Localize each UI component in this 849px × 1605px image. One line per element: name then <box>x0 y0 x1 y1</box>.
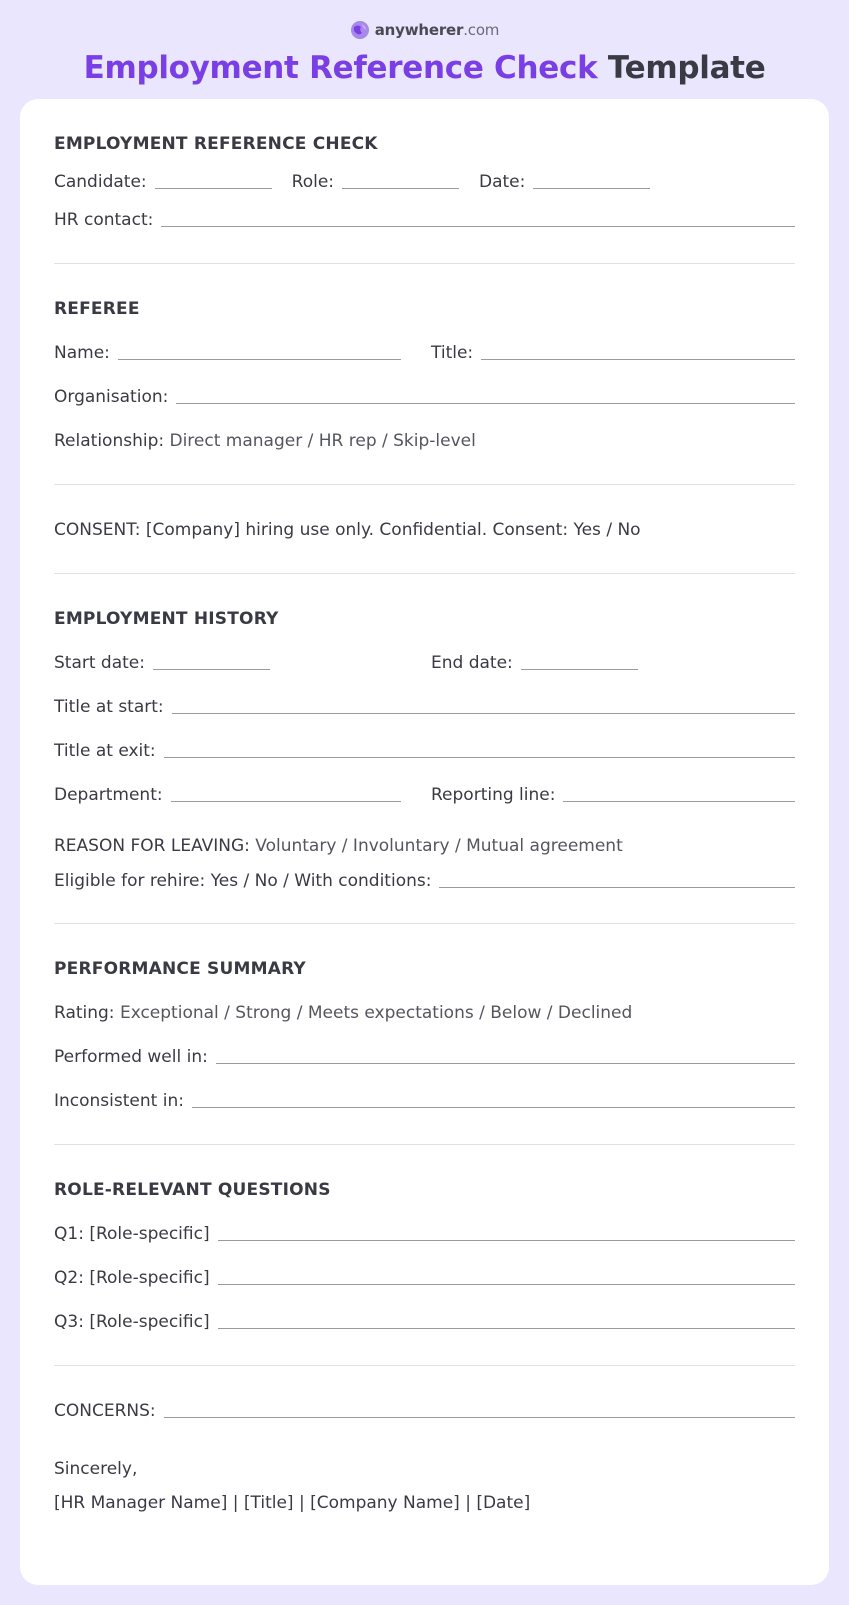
department-field[interactable] <box>171 801 401 802</box>
reporting-line-field[interactable] <box>563 801 795 802</box>
row-organisation <box>54 387 795 407</box>
title-label: Title: <box>431 343 474 363</box>
section-heading-history: EMPLOYMENT HISTORY <box>54 609 279 629</box>
name-label: Name: <box>54 343 110 363</box>
concerns-label: CONCERNS: <box>54 1401 156 1421</box>
row-dates <box>54 653 795 673</box>
row-rating <box>54 1003 795 1023</box>
reason-label: REASON FOR LEAVING: <box>54 836 250 856</box>
reason-value: Voluntary / Involuntary / Mutual agreement <box>249 836 623 856</box>
divider <box>54 263 795 264</box>
rehire-label: Eligible for rehire: Yes / No / With conditions: <box>54 871 432 891</box>
section-heading-questions: ROLE-RELEVANT QUESTIONS <box>54 1180 331 1200</box>
rating-label: Rating: <box>54 1003 115 1023</box>
row-title-exit <box>54 741 795 761</box>
divider <box>54 484 795 485</box>
divider <box>54 1365 795 1366</box>
row-q3 <box>54 1312 795 1332</box>
role-label: Role: <box>291 172 334 192</box>
section-heading-referee: REFEREE <box>54 299 140 319</box>
title-highlight: Employment Reference Check <box>83 50 598 86</box>
title-exit-field[interactable] <box>164 757 795 758</box>
performed-well-field[interactable] <box>216 1063 795 1064</box>
name-group <box>54 343 401 363</box>
page-title <box>0 50 849 86</box>
date-field[interactable] <box>533 188 650 189</box>
row-reason <box>54 836 795 856</box>
row-inconsistent <box>54 1091 795 1111</box>
q3-label: Q3: [Role-specific] <box>54 1312 210 1332</box>
q2-label: Q2: [Role-specific] <box>54 1268 210 1288</box>
concerns-field[interactable] <box>164 1417 795 1418</box>
row-title-start <box>54 697 795 717</box>
row-rehire <box>54 871 795 891</box>
inconsistent-label: Inconsistent in: <box>54 1091 184 1111</box>
row-candidate-role-date <box>54 172 795 192</box>
divider <box>54 573 795 574</box>
divider <box>54 1144 795 1145</box>
date-label: Date: <box>479 172 526 192</box>
reporting-line-label: Reporting line: <box>431 785 556 805</box>
title-field[interactable] <box>481 359 795 360</box>
signature-line: [HR Manager Name] | [Title] | [Company Name] | [Date] <box>54 1493 531 1513</box>
hr-contact-label: HR contact: <box>54 210 154 230</box>
row-q2 <box>54 1268 795 1288</box>
relationship-value: Direct manager / HR rep / Skip-level <box>164 431 476 451</box>
row-concerns <box>54 1401 795 1421</box>
row-department-reporting <box>54 785 795 805</box>
brand-name: anywherer <box>374 21 464 39</box>
name-field[interactable] <box>118 359 401 360</box>
inconsistent-field[interactable] <box>192 1107 795 1108</box>
title-start-label: Title at start: <box>54 697 164 717</box>
divider <box>54 923 795 924</box>
q1-label: Q1: [Role-specific] <box>54 1224 210 1244</box>
q3-field[interactable] <box>218 1328 795 1329</box>
sincerely-text: Sincerely, <box>54 1459 138 1479</box>
page-header <box>0 0 849 99</box>
q2-field[interactable] <box>218 1284 795 1285</box>
performed-well-label: Performed well in: <box>54 1047 208 1067</box>
brand <box>0 20 849 40</box>
row-hr-contact <box>54 210 795 230</box>
rating-value: Exceptional / Strong / Meets expectations / Below / Declined <box>114 1003 633 1023</box>
organisation-field[interactable] <box>176 403 795 404</box>
title-rest: Template <box>607 50 766 86</box>
start-date-field[interactable] <box>153 669 270 670</box>
section-heading-check: EMPLOYMENT REFERENCE CHECK <box>54 134 378 154</box>
row-relationship <box>54 431 795 451</box>
department-group <box>54 785 401 805</box>
globe-logo-icon <box>350 20 370 40</box>
title-start-field[interactable] <box>172 713 795 714</box>
form-card <box>20 99 829 1585</box>
organisation-label: Organisation: <box>54 387 169 407</box>
role-field[interactable] <box>342 188 459 189</box>
row-name-title <box>54 343 795 363</box>
candidate-field[interactable] <box>155 188 272 189</box>
relationship-label: Relationship: <box>54 431 165 451</box>
title-exit-label: Title at exit: <box>54 741 156 761</box>
start-date-group <box>54 653 431 673</box>
row-performed-well <box>54 1047 795 1067</box>
q1-field[interactable] <box>218 1240 795 1241</box>
candidate-label: Candidate: <box>54 172 147 192</box>
brand-suffix: .com <box>463 21 500 39</box>
start-date-label: Start date: <box>54 653 145 673</box>
end-date-label: End date: <box>431 653 513 673</box>
section-heading-performance: PERFORMANCE SUMMARY <box>54 959 306 979</box>
consent-text: CONSENT: [Company] hiring use only. Confidential. Consent: Yes / No <box>54 520 641 540</box>
rehire-field[interactable] <box>439 887 795 888</box>
department-label: Department: <box>54 785 163 805</box>
hr-contact-field[interactable] <box>161 226 795 227</box>
end-date-field[interactable] <box>521 669 638 670</box>
row-q1 <box>54 1224 795 1244</box>
